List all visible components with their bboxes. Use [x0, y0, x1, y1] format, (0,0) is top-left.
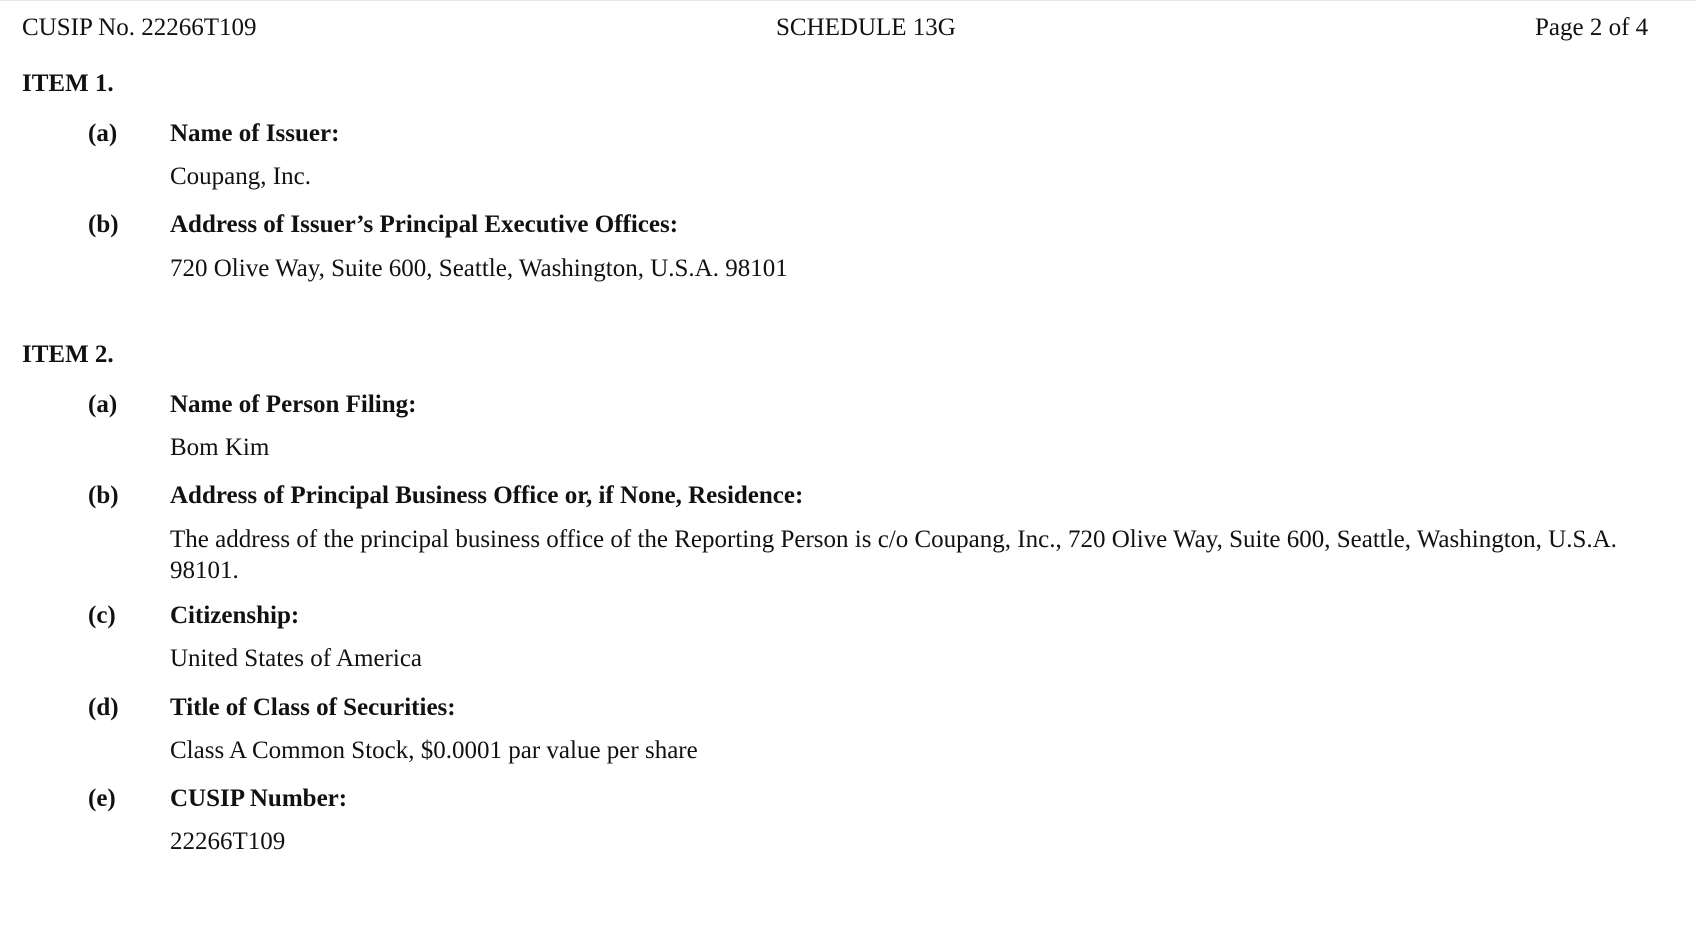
cusip-number-value: 22266T109 [170, 828, 286, 855]
securities-class-value: Class A Common Stock, $0.0001 par value per share [170, 737, 698, 764]
citizenship-value: United States of America [170, 645, 423, 672]
schedule-title: SCHEDULE 13G [776, 14, 956, 41]
cusip-header: CUSIP No. 22266T109 [22, 14, 257, 41]
item-1b-label: Address of Issuer’s Principal Executive Offices: [170, 211, 679, 238]
item-2b-letter: (b) [88, 482, 119, 509]
item-2e-letter: (e) [88, 785, 116, 812]
top-divider [0, 0, 1696, 1]
item-2c-label: Citizenship: [170, 602, 300, 629]
issuer-name-value: Coupang, Inc. [170, 163, 311, 190]
item-1a-label: Name of Issuer: [170, 120, 340, 147]
item-2a-label: Name of Person Filing: [170, 391, 417, 418]
filer-name-value: Bom Kim [170, 434, 270, 461]
item-2e-label: CUSIP Number: [170, 785, 348, 812]
issuer-address-value: 720 Olive Way, Suite 600, Seattle, Washington, U.S.A. 98101 [170, 255, 788, 282]
item-1-heading: ITEM 1. [22, 70, 114, 97]
item-2d-label: Title of Class of Securities: [170, 694, 456, 721]
page-number: Page 2 of 4 [1535, 14, 1649, 41]
item-2c-letter: (c) [88, 602, 116, 629]
item-2d-letter: (d) [88, 694, 119, 721]
item-1b-letter: (b) [88, 211, 119, 238]
item-2-heading: ITEM 2. [22, 341, 114, 368]
business-address-value: The address of the principal business office of the Reporting Person is c/o Coupang, Inc., 720 Olive Way, Suite 600, Seattle, Washington, U.S.A. 98101. [170, 526, 1617, 584]
item-1a-letter: (a) [88, 120, 118, 147]
page-header [0, 14, 1696, 48]
item-2a-letter: (a) [88, 391, 118, 418]
item-2b-label: Address of Principal Business Office or, if None, Residence: [170, 482, 804, 509]
